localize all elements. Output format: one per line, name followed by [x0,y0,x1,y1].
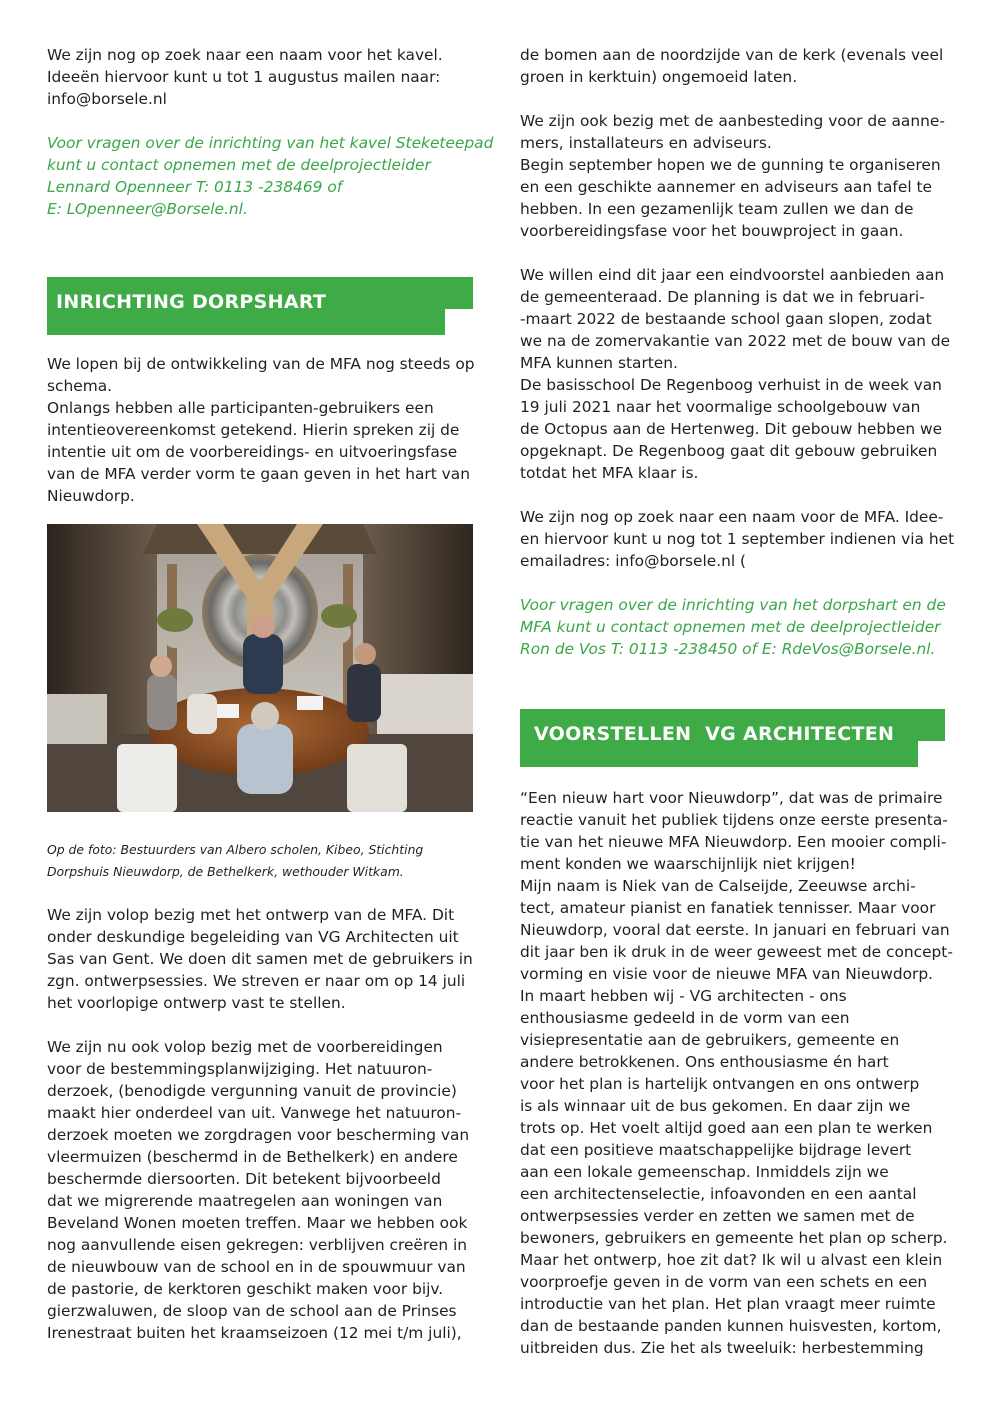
kavel-contact-paragraph [47,132,493,220]
dorpshart-contact-paragraph [520,594,946,660]
text-line: de nieuwbouw van de school en in de spouwmuur van [47,1258,466,1276]
meeting-photo-illustration [47,524,473,812]
text-line: Voor vragen over de inrichting van het kavel Steketeepad [47,134,494,152]
text-line: mers, installateurs en adviseurs. [520,134,772,152]
text-line: is als winnaar uit de bus gekomen. En daar zijn we [520,1097,911,1115]
text-line: intentieovereenkomst getekend. Hierin spreken zij de [47,421,460,439]
text-line: We lopen bij de ontwikkeling van de MFA nog steeds op [47,355,475,373]
text-line: visiepresentatie aan de gebruikers, gemeente en [520,1031,900,1049]
text-line: We zijn volop bezig met het ontwerp van de MFA. Dit [47,906,455,924]
text-line: we na de zomervakantie van 2022 met de bouw van de [520,332,951,350]
text-line: van de MFA verder vorm te gaan geven in het hart van [47,465,470,483]
text-line: enthousiasme gedeeld in de vorm van een [520,1009,850,1027]
text-line: Nieuwdorp. [47,487,135,505]
text-line: nog aanvullende eisen gekregen: verblijven creëren in [47,1236,468,1254]
section-heading-architecten [520,709,945,767]
text-line: -maart 2022 de bestaande school gaan slopen, zodat [520,310,932,328]
text-line: ontwerpsessies verder en zetten we samen met de [520,1207,915,1225]
text-line: ment konden we waarschijnlijk niet krijgen! [520,855,856,873]
text-line: voor de bestemmingsplanwijziging. Het natuuron- [47,1060,433,1078]
text-line: dit jaar ben ik druk in de weer geweest met de concept- [520,943,953,961]
text-line: onder deskundige begeleiding van VG Architecten uit [47,928,459,946]
text-line: dan de bestaande panden kunnen huisvesten, kortom, [520,1317,942,1335]
text-line: de Octopus aan de Hertenweg. Dit gebouw hebben we [520,420,943,438]
section-title: INRICHTING DORPSHART [56,291,327,313]
text-line: kunt u contact opnemen met de deelprojectleider [47,156,431,174]
text-line: voorbereidingsfase voor het bouwproject in gaan. [520,222,904,240]
text-line: en een geschikte aannemer en adviseurs aan tafel te [520,178,932,196]
text-line: derzoek moeten we zorgdragen voor bescherming van [47,1126,470,1144]
text-line: andere betrokkenen. Ons enthousiasme én hart [520,1053,889,1071]
text-line: Maar het ontwerp, hoe zit dat? Ik wil u alvast een klein [520,1251,943,1269]
text-line: vleermuizen (beschermd in de Bethelkerk) en andere [47,1148,458,1166]
text-line: Lennard Openneer T: 0113 -238469 of [47,178,343,196]
text-line: het voorlopige ontwerp vast te stellen. [47,994,346,1012]
text-line: Mijn naam is Niek van de Calseijde, Zeeuwse archi- [520,877,916,895]
text-line: de pastorie, de kerktoren geschikt maken voor bijv. [47,1280,444,1298]
text-line: Op de foto: Bestuurders van Albero scholen, Kibeo, Stichting [47,842,424,857]
text-line: We zijn nog op zoek naar een naam voor de MFA. Idee- [520,508,944,526]
text-line: trots op. Het voelt altijd goed aan een plan te werken [520,1119,933,1137]
text-line: beschermde diersoorten. Dit betekent bijvoorbeeld [47,1170,441,1188]
text-line: voor het plan is hartelijk ontvangen en ons ontwerp [520,1075,920,1093]
text-line: We willen eind dit jaar een eindvoorstel aanbieden aan [520,266,945,284]
meeting-photo [47,524,473,812]
heading-notch [445,309,473,335]
text-line: dat we migrerende maatregelen aan woningen van [47,1192,443,1210]
kavel-name-paragraph [47,44,443,110]
text-line: Onlangs hebben alle participanten-gebruikers een [47,399,434,417]
text-line: reactie vanuit het publiek tijdens onze eerste presenta- [520,811,948,829]
text-line: Nieuwdorp, vooral dat eerste. In januari en februari van [520,921,950,939]
text-line: opgeknapt. De Regenboog gaat dit gebouw gebruiken [520,442,938,460]
text-line: Beveland Wonen moeten treffen. Maar we hebben ook [47,1214,468,1232]
text-line: De basisschool De Regenboog verhuist in de week van [520,376,942,394]
text-line: tie van het nieuwe MFA Nieuwdorp. Een mooier compli- [520,833,947,851]
heading-notch [918,741,945,767]
text-line: zgn. ontwerpsessies. We streven er naar om op 14 juli [47,972,466,990]
text-line: vorming en visie voor de nieuwe MFA van Nieuwdorp. [520,965,934,983]
text-line: Ideeën hiervoor kunt u tot 1 augustus mailen naar: [47,68,441,86]
text-line: We zijn nog op zoek naar een naam voor het kavel. [47,46,443,64]
text-line: Irenestraat buiten het kraamseizoen (12 mei t/m juli), [47,1324,462,1342]
architecten-paragraph [520,787,953,1359]
text-line: dat een positieve maatschappelijke bijdrage levert [520,1141,912,1159]
text-line: MFA kunt u contact opnemen met de deelprojectleider [520,618,941,636]
section-title: VOORSTELLEN VG ARCHITECTEN [534,723,895,745]
text-line: uitbreiden dus. Zie het als tweeluik: herbestemming [520,1339,924,1357]
text-line: We zijn ook bezig met de aanbesteding voor de aanne- [520,112,945,130]
bomen-paragraph [520,44,943,88]
text-line: Dorpshuis Nieuwdorp, de Bethelkerk, wethouder Witkam. [47,864,404,879]
text-line: schema. [47,377,113,395]
text-line: bewoners, gebruikers en gemeente het plan op scherp. [520,1229,948,1247]
text-line: hebben. In een gezamenlijk team zullen we dan de [520,200,914,218]
text-line: de bomen aan de noordzijde van de kerk (evenals veel [520,46,944,64]
text-line: introductie van het plan. Het plan vraagt meer ruimte [520,1295,936,1313]
text-line: de gemeenteraad. De planning is dat we in februari- [520,288,925,306]
text-line: maakt hier onderdeel van uit. Vanwege het natuuron- [47,1104,462,1122]
text-line: Sas van Gent. We doen dit samen met de gebruikers in [47,950,473,968]
aanbesteding-paragraph [520,110,945,242]
text-line: MFA kunnen starten. [520,354,678,372]
photo-caption [47,839,423,883]
text-line: We zijn nu ook volop bezig met de voorbereidingen [47,1038,443,1056]
text-line: totdat het MFA klaar is. [520,464,699,482]
text-line: groen in kerktuin) ongemoeid laten. [520,68,798,86]
email-link[interactable]: Ron de Vos T: 0113 -238450 of E: RdeVos@Borsele.nl. [520,640,936,658]
text-line: aan een lokale gemeenschap. Inmiddels zijn we [520,1163,889,1181]
text-line: derzoek, (benodigde vergunning vanuit de provincie) [47,1082,457,1100]
email-link[interactable]: E: LOpenneer@Borsele.nl. [47,200,248,218]
text-line: gierzwaluwen, de sloop van de school aan de Prinses [47,1302,457,1320]
text-line: Voor vragen over de inrichting van het dorpshart en de [520,596,946,614]
text-line: “Een nieuw hart voor Nieuwdorp”, dat was de primaire [520,789,943,807]
planning-paragraph [520,264,950,484]
text-line: voorproefje geven in de vorm van een schets en een [520,1273,928,1291]
ontwerp-paragraph [47,904,473,1014]
text-line: 19 juli 2021 naar het voormalige schoolgebouw van [520,398,921,416]
text-line: In maart hebben wij - VG architecten - ons [520,987,847,1005]
mfa-intro-paragraph [47,353,475,507]
text-line: tect, amateur pianist en fanatiek tennisser. Maar voor [520,899,936,917]
text-line: en hiervoor kunt u nog tot 1 september indienen via het [520,530,955,548]
text-line: intentie uit om de voorbereidings- en uitvoeringsfase [47,443,458,461]
bestemmingsplan-paragraph [47,1036,469,1344]
mfa-name-paragraph [520,506,954,572]
text-line: Begin september hopen we de gunning te organiseren [520,156,941,174]
section-heading-dorpshart [47,277,473,335]
text-line: een architectenselectie, infoavonden en een aantal [520,1185,917,1203]
email-link[interactable]: info@borsele.nl [47,90,167,108]
email-link[interactable]: emailadres: info@borsele.nl ( [520,552,747,570]
